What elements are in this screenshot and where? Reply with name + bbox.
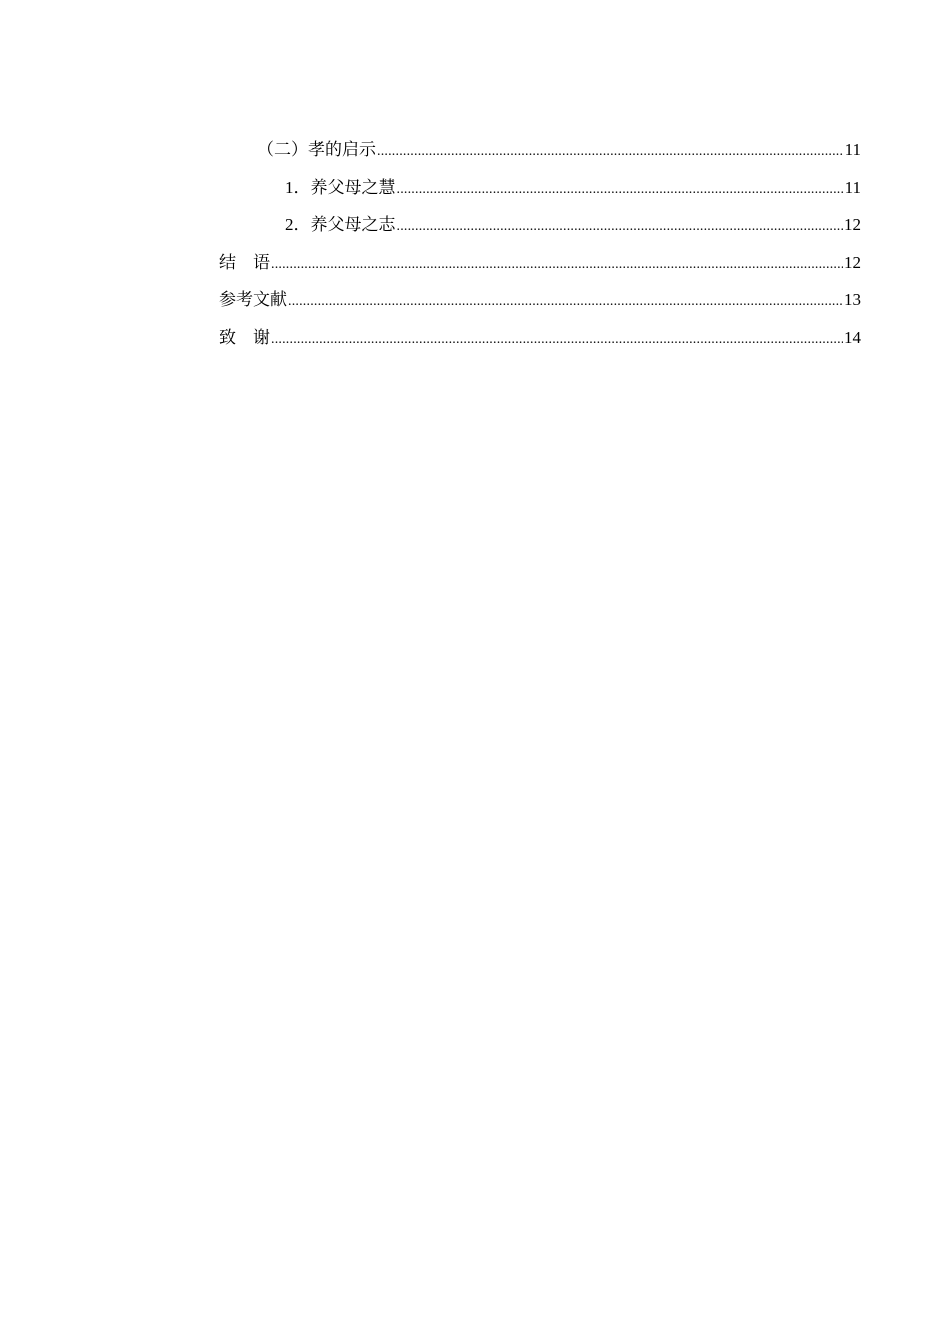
toc-dot-leader [397,213,844,239]
toc-entry-title: 孝的启示 [308,140,376,159]
toc-entry-conclusion[interactable] [219,251,861,289]
toc-entry-page-number: 12 [844,215,861,235]
toc-entry-title: 养父母之志 [310,215,396,235]
toc-entry-title: 养父母之慧 [310,177,396,197]
toc-dot-leader [271,326,843,352]
toc-entry-page-number: 14 [844,327,861,347]
table-of-contents [219,138,861,364]
toc-entry-title: 结 语 [219,252,270,272]
toc-entry-title: 致 谢 [219,327,270,347]
toc-entry-page-number: 13 [844,290,861,310]
toc-entry-number: 2． [285,215,311,235]
toc-entry-page-number: 11 [844,140,861,159]
toc-entry-title: 参考文献 [219,290,287,310]
toc-entry-acknowledgements[interactable] [219,326,861,364]
toc-entry-xiao-de-qishi[interactable] [219,138,861,176]
toc-dot-leader [288,288,843,314]
toc-dot-leader [271,251,843,277]
toc-dot-leader [397,176,844,202]
toc-entry-page-number: 11 [844,177,861,197]
toc-entry-yang-fumu-zhi-hui[interactable] [219,176,861,214]
toc-dot-leader [377,138,844,164]
toc-entry-page-number: 12 [844,252,861,272]
toc-entry-number: 1． [285,177,311,197]
toc-entry-number: （二） [257,140,308,159]
toc-entry-references[interactable] [219,288,861,326]
toc-entry-yang-fumu-zhi-zhi[interactable] [219,213,861,251]
